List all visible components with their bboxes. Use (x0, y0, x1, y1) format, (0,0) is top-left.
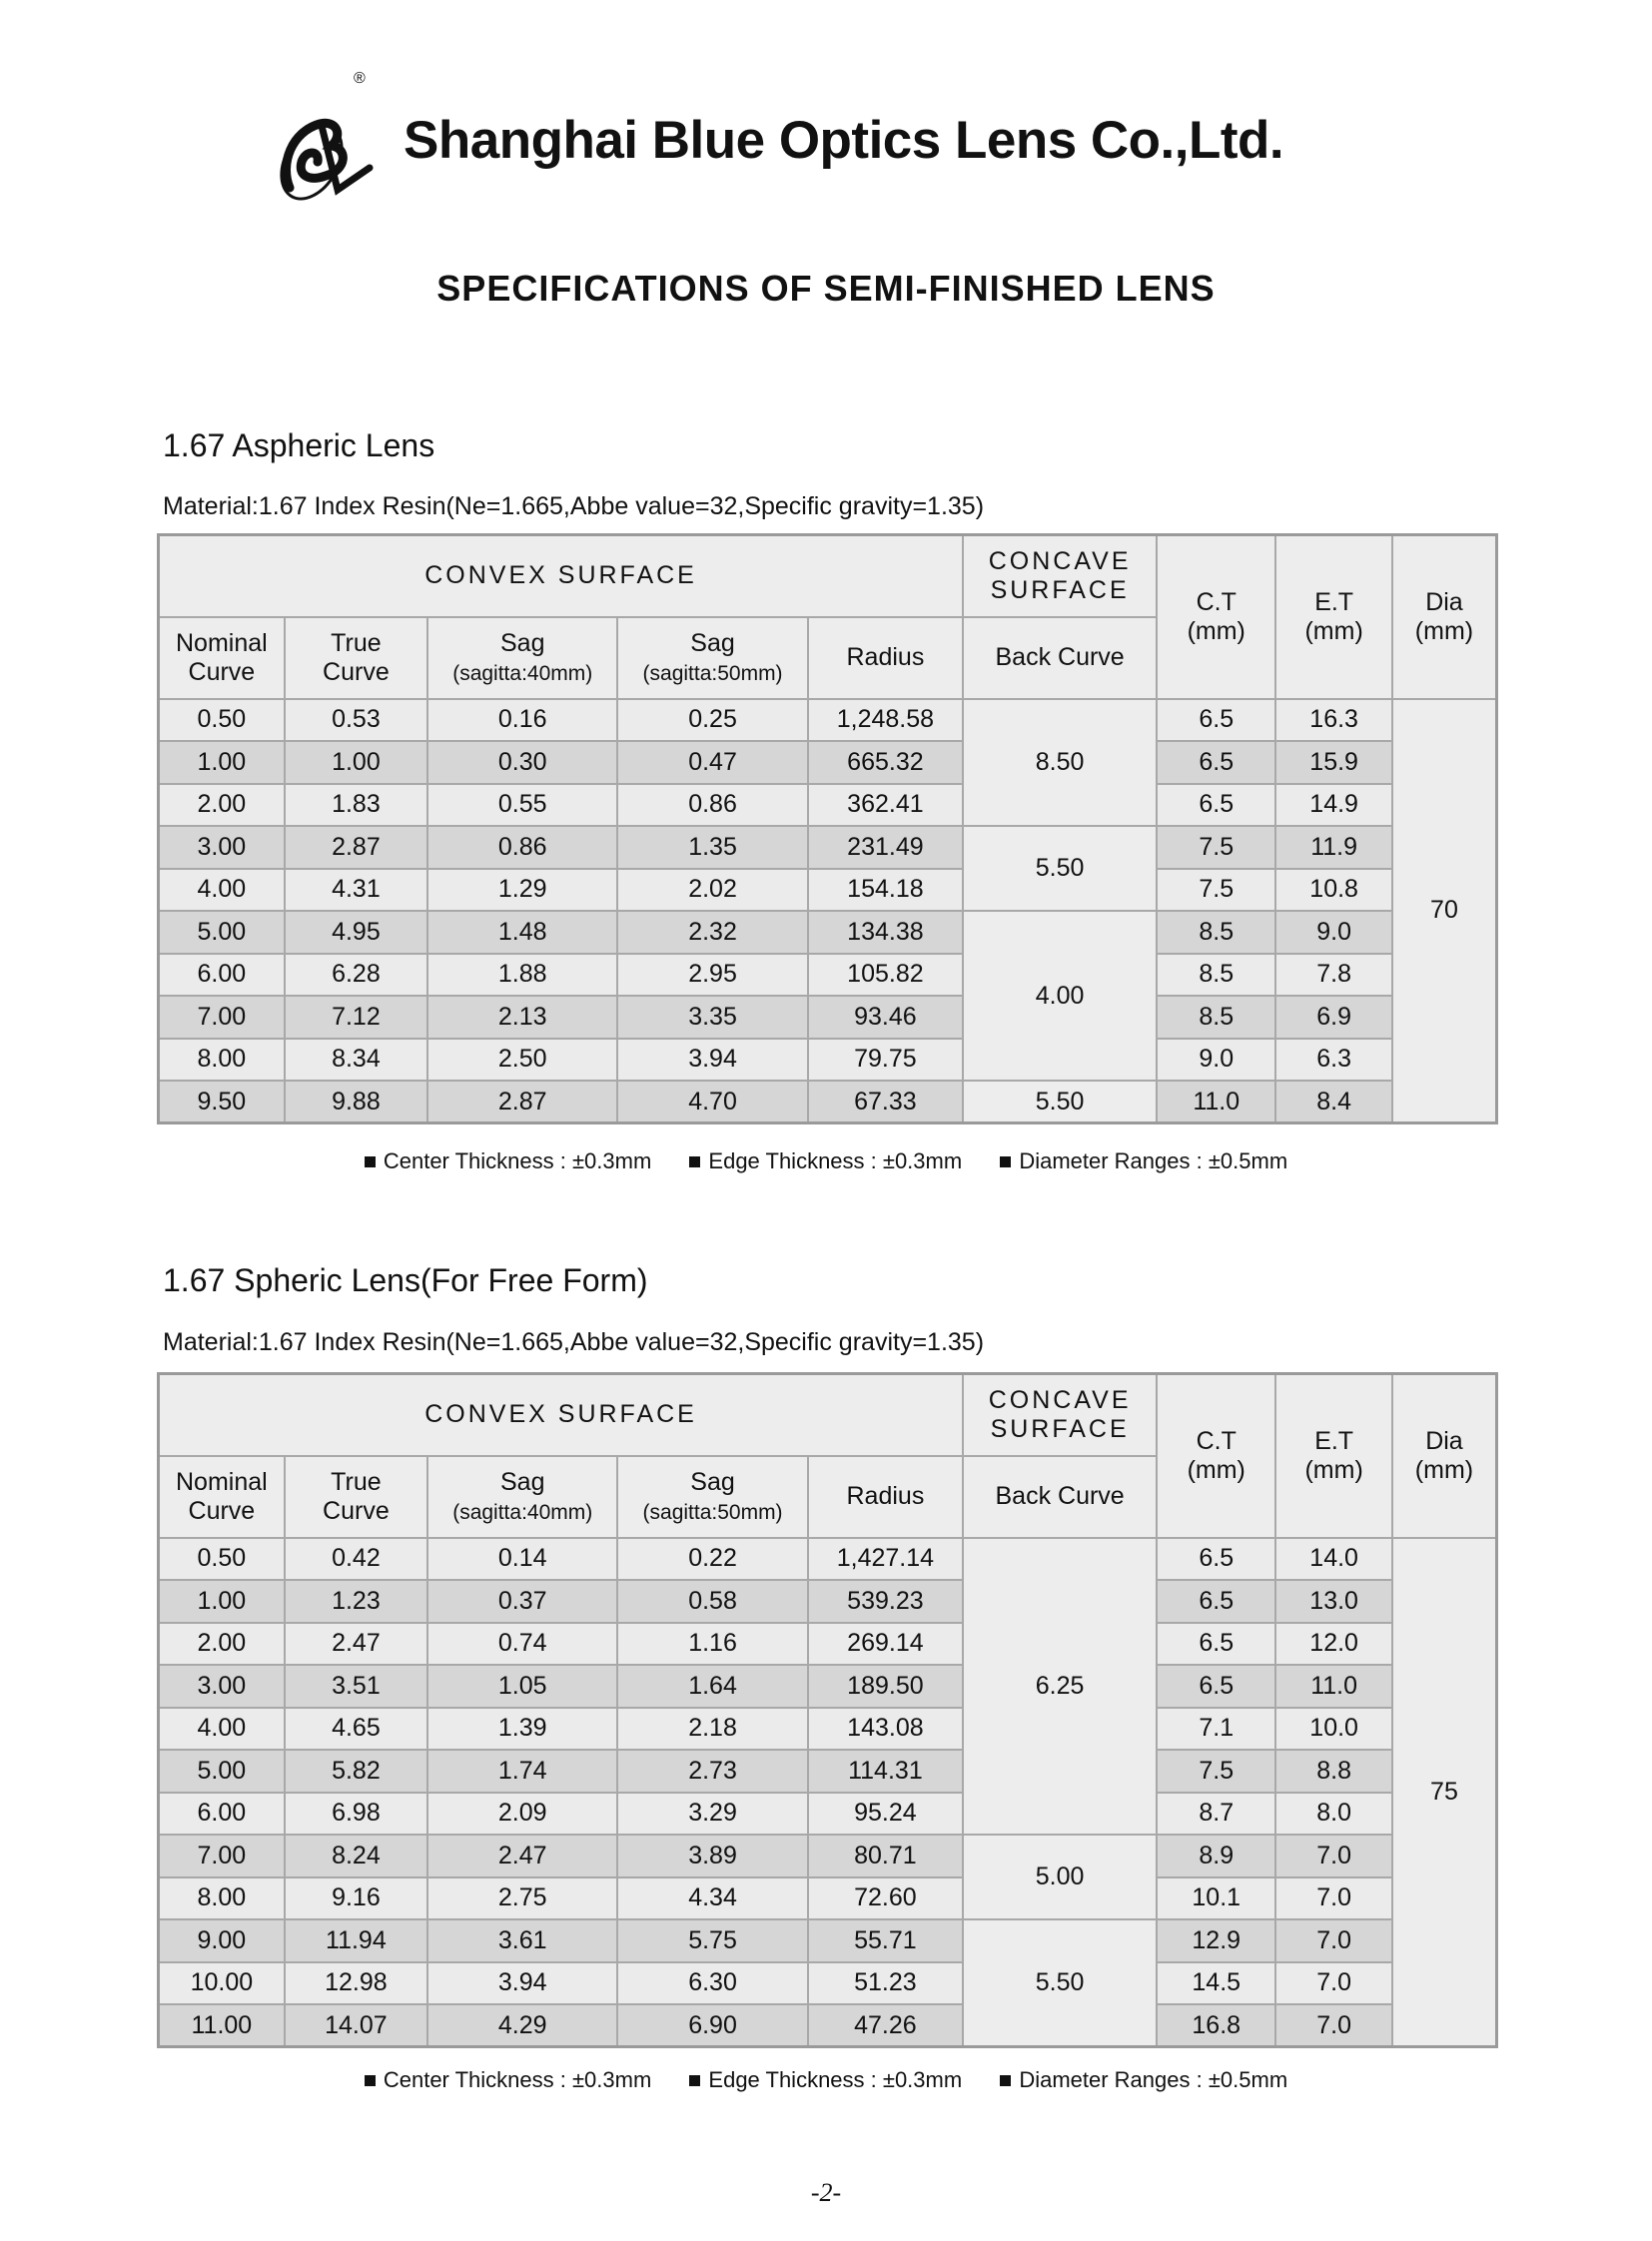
back-curve-cell: 5.50 (963, 1081, 1157, 1123)
back-curve-cell: 6.25 (963, 1538, 1157, 1836)
nominal-curve-cell: 7.00 (159, 996, 285, 1039)
nominal-curve-header (159, 1456, 285, 1538)
bullet-square-icon (689, 2075, 700, 2086)
center-thickness-cell: 12.9 (1157, 1919, 1275, 1962)
true-curve-cell: 1.83 (285, 784, 427, 827)
center-thickness-cell: 16.8 (1157, 2004, 1275, 2047)
sag-40-cell: 1.88 (427, 954, 617, 997)
nominal-curve-cell: 2.00 (159, 1623, 285, 1666)
sag-50-cell: 6.90 (617, 2004, 807, 2047)
nominal-curve-cell: 10.00 (159, 1962, 285, 2005)
nominal-curve-cell: 1.00 (159, 1580, 285, 1623)
true-curve-cell: 7.12 (285, 996, 427, 1039)
table-row (159, 1623, 1497, 1666)
radius-cell: 79.75 (808, 1039, 963, 1082)
center-thickness-cell: 6.5 (1157, 1623, 1275, 1666)
concave-label-line2: SURFACE (990, 1414, 1130, 1443)
ct-header (1157, 1374, 1275, 1538)
concave-surface-header (963, 535, 1157, 617)
table-row (159, 1538, 1497, 1581)
back-curve-cell: 8.50 (963, 699, 1157, 827)
center-thickness-cell: 14.5 (1157, 1962, 1275, 2005)
convex-surface-header (159, 535, 964, 617)
true-curve-cell: 9.16 (285, 1877, 427, 1920)
nominal-curve-cell: 1.00 (159, 741, 285, 784)
table-row (159, 1665, 1497, 1708)
header-row-1 (159, 1374, 1497, 1456)
edge-thickness-cell: 7.0 (1275, 1919, 1392, 1962)
bullet-square-icon (1000, 2075, 1011, 2086)
sag-50-cell: 2.95 (617, 954, 807, 997)
center-thickness-cell: 10.1 (1157, 1877, 1275, 1920)
sag-50-cell: 4.34 (617, 1877, 807, 1920)
radius-label: Radius (846, 643, 925, 672)
true-curve-header (285, 1456, 427, 1538)
sag-50-cell: 4.70 (617, 1081, 807, 1123)
sag-40-cell: 2.47 (427, 1835, 617, 1877)
back-curve-label: Back Curve (995, 643, 1125, 672)
sag-40-cell: 0.30 (427, 741, 617, 784)
table-row (159, 1919, 1497, 1962)
edge-thickness-cell: 7.0 (1275, 1962, 1392, 2005)
sag40-header (427, 1456, 617, 1538)
radius-cell: 55.71 (808, 1919, 963, 1962)
radius-cell: 51.23 (808, 1962, 963, 2005)
radius-cell: 95.24 (808, 1793, 963, 1836)
table-row (159, 2004, 1497, 2047)
edge-thickness-cell: 6.9 (1275, 996, 1392, 1039)
sag-50-cell: 1.35 (617, 826, 807, 869)
center-thickness-cell: 8.7 (1157, 1793, 1275, 1836)
concave-surface-header (963, 1374, 1157, 1456)
et-header (1275, 535, 1392, 699)
concave-label-line1: CONCAVE (988, 547, 1132, 575)
page-number: -2- (810, 2178, 842, 2207)
true-curve-cell: 11.94 (285, 1919, 427, 1962)
bullet-square-icon (365, 1156, 376, 1167)
spec-table-spheric (157, 1372, 1498, 2048)
nominal-curve-label-line2: Curve (188, 1496, 256, 1525)
center-thickness-cell: 6.5 (1157, 1538, 1275, 1581)
sag-40-cell: 1.39 (427, 1708, 617, 1751)
sag-50-cell: 0.58 (617, 1580, 807, 1623)
radius-cell: 189.50 (808, 1665, 963, 1708)
nominal-curve-cell: 4.00 (159, 869, 285, 912)
table-row (159, 911, 1497, 954)
sag50-header (617, 1456, 807, 1538)
note-center-thickness: Center Thickness : ±0.3mm (365, 1148, 651, 1174)
sag-40-cell: 3.94 (427, 1962, 617, 2005)
bullet-square-icon (365, 2075, 376, 2086)
sag-40-cell: 4.29 (427, 2004, 617, 2047)
edge-thickness-cell: 11.9 (1275, 826, 1392, 869)
dia-label-line2: (mm) (1414, 616, 1474, 645)
table-row (159, 1039, 1497, 1082)
edge-thickness-cell: 12.0 (1275, 1623, 1392, 1666)
dia-label-line1: Dia (1425, 1427, 1463, 1455)
table-row (159, 784, 1497, 827)
sag-50-cell: 3.89 (617, 1835, 807, 1877)
section-title-spheric: 1.67 Spheric Lens(For Free Form) (163, 1262, 648, 1298)
nominal-curve-cell: 0.50 (159, 1538, 285, 1581)
sag-40-cell: 2.87 (427, 1081, 617, 1123)
note-diameter-range: Diameter Ranges : ±0.5mm (1000, 2067, 1287, 2093)
table-row (159, 1877, 1497, 1920)
sag-50-cell: 2.32 (617, 911, 807, 954)
ct-label-line2: (mm) (1187, 616, 1245, 645)
true-curve-cell: 8.34 (285, 1039, 427, 1082)
true-curve-cell: 4.95 (285, 911, 427, 954)
sag-40-cell: 2.50 (427, 1039, 617, 1082)
sag-50-cell: 0.47 (617, 741, 807, 784)
table-row (159, 1708, 1497, 1751)
true-curve-cell: 4.31 (285, 869, 427, 912)
company-header (262, 70, 1390, 204)
nominal-curve-cell: 8.00 (159, 1039, 285, 1082)
center-thickness-cell: 9.0 (1157, 1039, 1275, 1082)
true-curve-cell: 9.88 (285, 1081, 427, 1123)
note-edge-thickness: Edge Thickness : ±0.3mm (689, 2067, 962, 2093)
nominal-curve-cell: 8.00 (159, 1877, 285, 1920)
radius-cell: 72.60 (808, 1877, 963, 1920)
sag-50-cell: 3.94 (617, 1039, 807, 1082)
sag-50-cell: 3.35 (617, 996, 807, 1039)
sag-40-cell: 0.55 (427, 784, 617, 827)
edge-thickness-cell: 7.8 (1275, 954, 1392, 997)
center-thickness-cell: 7.5 (1157, 869, 1275, 912)
section-title-aspheric: 1.67 Aspheric Lens (163, 427, 435, 463)
header-row-1 (159, 535, 1497, 617)
nominal-curve-cell: 3.00 (159, 826, 285, 869)
radius-cell: 105.82 (808, 954, 963, 997)
edge-thickness-cell: 7.0 (1275, 2004, 1392, 2047)
true-curve-cell: 0.53 (285, 699, 427, 742)
sag-50-cell: 2.02 (617, 869, 807, 912)
edge-thickness-cell: 10.0 (1275, 1708, 1392, 1751)
convex-surface-label: CONVEX SURFACE (424, 561, 697, 590)
material-aspheric: Material:1.67 Index Resin(Ne=1.665,Abbe value=32,Specific gravity=1.35) (163, 492, 985, 520)
back-curve-cell: 5.50 (963, 826, 1157, 911)
true-curve-cell: 0.42 (285, 1538, 427, 1581)
radius-cell: 665.32 (808, 741, 963, 784)
sag40-sagitta-label: (sagitta:40mm) (452, 1500, 593, 1524)
nominal-curve-cell: 5.00 (159, 1750, 285, 1793)
et-label-line2: (mm) (1304, 616, 1363, 645)
sag-40-cell: 1.29 (427, 869, 617, 912)
company-logo-icon (262, 104, 374, 204)
true-curve-header (285, 617, 427, 699)
sag40-sagitta-label: (sagitta:40mm) (452, 661, 593, 685)
edge-thickness-cell: 14.0 (1275, 1538, 1392, 1581)
nominal-curve-cell: 6.00 (159, 954, 285, 997)
ct-label-line1: C.T (1196, 1427, 1237, 1455)
back-curve-cell: 5.00 (963, 1835, 1157, 1919)
sag-40-cell: 2.09 (427, 1793, 617, 1836)
edge-thickness-cell: 7.0 (1275, 1877, 1392, 1920)
nominal-curve-cell: 5.00 (159, 911, 285, 954)
table-row (159, 1081, 1497, 1123)
edge-thickness-cell: 15.9 (1275, 741, 1392, 784)
sag-50-cell: 2.18 (617, 1708, 807, 1751)
radius-cell: 269.14 (808, 1623, 963, 1666)
sag-50-cell: 0.25 (617, 699, 807, 742)
sag50-header (617, 617, 807, 699)
sag-40-cell: 0.16 (427, 699, 617, 742)
true-curve-cell: 6.28 (285, 954, 427, 997)
sag-50-cell: 0.86 (617, 784, 807, 827)
back-curve-cell: 4.00 (963, 911, 1157, 1081)
true-curve-cell: 1.00 (285, 741, 427, 784)
sag40-label: Sag (499, 1467, 545, 1496)
center-thickness-cell: 8.9 (1157, 1835, 1275, 1877)
center-thickness-cell: 8.5 (1157, 954, 1275, 997)
sag-40-cell: 1.48 (427, 911, 617, 954)
table-row (159, 1750, 1497, 1793)
table-row (159, 1835, 1497, 1877)
concave-label-line1: CONCAVE (988, 1386, 1132, 1414)
edge-thickness-cell: 11.0 (1275, 1665, 1392, 1708)
center-thickness-cell: 7.5 (1157, 826, 1275, 869)
sag50-sagitta-label: (sagitta:50mm) (642, 661, 783, 685)
convex-surface-label: CONVEX SURFACE (424, 1400, 697, 1429)
true-curve-cell: 6.98 (285, 1793, 427, 1836)
bullet-square-icon (689, 1156, 700, 1167)
true-curve-label-line1: True (331, 628, 382, 657)
table-row (159, 741, 1497, 784)
sag-50-cell: 1.16 (617, 1623, 807, 1666)
radius-cell: 143.08 (808, 1708, 963, 1751)
nominal-curve-label-line1: Nominal (176, 1467, 268, 1496)
dia-label-line1: Dia (1425, 588, 1463, 616)
center-thickness-cell: 6.5 (1157, 784, 1275, 827)
sag-40-cell: 0.37 (427, 1580, 617, 1623)
radius-cell: 231.49 (808, 826, 963, 869)
sag-40-cell: 3.61 (427, 1919, 617, 1962)
radius-cell: 154.18 (808, 869, 963, 912)
nominal-curve-label-line1: Nominal (176, 628, 268, 657)
document-title: SPECIFICATIONS OF SEMI-FINISHED LENS (436, 268, 1216, 309)
tolerance-notes-aspheric (0, 1148, 1652, 1174)
ct-label-line1: C.T (1196, 588, 1237, 616)
nominal-curve-header (159, 617, 285, 699)
bullet-square-icon (1000, 1156, 1011, 1167)
table-row (159, 1580, 1497, 1623)
table-row (159, 996, 1497, 1039)
nominal-curve-label-line2: Curve (188, 657, 256, 686)
radius-cell: 114.31 (808, 1750, 963, 1793)
nominal-curve-cell: 11.00 (159, 2004, 285, 2047)
nominal-curve-cell: 7.00 (159, 1835, 285, 1877)
table-row (159, 699, 1497, 742)
sag40-header (427, 617, 617, 699)
true-curve-label-line2: Curve (323, 657, 390, 686)
radius-header (808, 617, 963, 699)
center-thickness-cell: 8.5 (1157, 996, 1275, 1039)
table-row (159, 1962, 1497, 2005)
center-thickness-cell: 8.5 (1157, 911, 1275, 954)
sag50-label: Sag (690, 1467, 735, 1496)
sag40-label: Sag (499, 628, 545, 657)
spec-table-aspheric (157, 533, 1498, 1124)
nominal-curve-cell: 9.00 (159, 1919, 285, 1962)
table-row (159, 1793, 1497, 1836)
radius-cell: 362.41 (808, 784, 963, 827)
true-curve-cell: 12.98 (285, 1962, 427, 2005)
radius-cell: 47.26 (808, 2004, 963, 2047)
edge-thickness-cell: 16.3 (1275, 699, 1392, 742)
dia-label-line2: (mm) (1414, 1455, 1474, 1484)
radius-cell: 67.33 (808, 1081, 963, 1123)
true-curve-cell: 1.23 (285, 1580, 427, 1623)
concave-label-line2: SURFACE (990, 575, 1130, 604)
sag-40-cell: 1.74 (427, 1750, 617, 1793)
edge-thickness-cell: 8.8 (1275, 1750, 1392, 1793)
true-curve-cell: 2.87 (285, 826, 427, 869)
back-curve-cell: 5.50 (963, 1919, 1157, 2047)
back-curve-header (963, 1456, 1157, 1538)
et-label-line2: (mm) (1304, 1455, 1363, 1484)
edge-thickness-cell: 10.8 (1275, 869, 1392, 912)
note-edge-thickness: Edge Thickness : ±0.3mm (689, 1148, 962, 1174)
center-thickness-cell: 6.5 (1157, 1580, 1275, 1623)
back-curve-header (963, 617, 1157, 699)
sag-40-cell: 0.74 (427, 1623, 617, 1666)
center-thickness-cell: 7.1 (1157, 1708, 1275, 1751)
sag-40-cell: 0.14 (427, 1538, 617, 1581)
nominal-curve-cell: 4.00 (159, 1708, 285, 1751)
nominal-curve-cell: 9.50 (159, 1081, 285, 1123)
sag-40-cell: 2.75 (427, 1877, 617, 1920)
true-curve-label-line2: Curve (323, 1496, 390, 1525)
diameter-cell: 70 (1392, 699, 1497, 1123)
nominal-curve-cell: 0.50 (159, 699, 285, 742)
nominal-curve-cell: 3.00 (159, 1665, 285, 1708)
sag-50-cell: 3.29 (617, 1793, 807, 1836)
center-thickness-cell: 7.5 (1157, 1750, 1275, 1793)
true-curve-cell: 2.47 (285, 1623, 427, 1666)
registered-mark: ® (354, 70, 366, 87)
true-curve-cell: 8.24 (285, 1835, 427, 1877)
edge-thickness-cell: 14.9 (1275, 784, 1392, 827)
true-curve-cell: 3.51 (285, 1665, 427, 1708)
true-curve-cell: 4.65 (285, 1708, 427, 1751)
radius-cell: 93.46 (808, 996, 963, 1039)
edge-thickness-cell: 13.0 (1275, 1580, 1392, 1623)
center-thickness-cell: 6.5 (1157, 741, 1275, 784)
radius-cell: 80.71 (808, 1835, 963, 1877)
table-row (159, 826, 1497, 869)
edge-thickness-cell: 6.3 (1275, 1039, 1392, 1082)
table-row (159, 954, 1497, 997)
true-curve-cell: 5.82 (285, 1750, 427, 1793)
sag-50-cell: 0.22 (617, 1538, 807, 1581)
et-header (1275, 1374, 1392, 1538)
nominal-curve-cell: 2.00 (159, 784, 285, 827)
sag-50-cell: 6.30 (617, 1962, 807, 2005)
radius-cell: 1,427.14 (808, 1538, 963, 1581)
nominal-curve-cell: 6.00 (159, 1793, 285, 1836)
sag50-sagitta-label: (sagitta:50mm) (642, 1500, 783, 1524)
diameter-cell: 75 (1392, 1538, 1497, 2047)
center-thickness-cell: 11.0 (1157, 1081, 1275, 1123)
true-curve-cell: 14.07 (285, 2004, 427, 2047)
company-name: Shanghai Blue Optics Lens Co.,Ltd. (404, 111, 1284, 170)
edge-thickness-cell: 8.4 (1275, 1081, 1392, 1123)
edge-thickness-cell: 7.0 (1275, 1835, 1392, 1877)
ct-label-line2: (mm) (1187, 1455, 1245, 1484)
ct-header (1157, 535, 1275, 699)
true-curve-label-line1: True (331, 1467, 382, 1496)
sag-40-cell: 2.13 (427, 996, 617, 1039)
convex-surface-header (159, 1374, 964, 1456)
sag-40-cell: 0.86 (427, 826, 617, 869)
radius-header (808, 1456, 963, 1538)
sag-40-cell: 1.05 (427, 1665, 617, 1708)
tolerance-notes-spheric (0, 2067, 1652, 2093)
material-spheric: Material:1.67 Index Resin(Ne=1.665,Abbe value=32,Specific gravity=1.35) (163, 1328, 985, 1356)
back-curve-label: Back Curve (995, 1482, 1125, 1511)
et-label-line1: E.T (1314, 588, 1354, 616)
sag-50-cell: 1.64 (617, 1665, 807, 1708)
radius-label: Radius (846, 1482, 925, 1511)
center-thickness-cell: 6.5 (1157, 699, 1275, 742)
dia-header (1392, 535, 1497, 699)
radius-cell: 134.38 (808, 911, 963, 954)
sag50-label: Sag (690, 628, 735, 657)
et-label-line1: E.T (1314, 1427, 1354, 1455)
note-center-thickness: Center Thickness : ±0.3mm (365, 2067, 651, 2093)
note-diameter-range: Diameter Ranges : ±0.5mm (1000, 1148, 1287, 1174)
sag-50-cell: 2.73 (617, 1750, 807, 1793)
radius-cell: 1,248.58 (808, 699, 963, 742)
table-row (159, 869, 1497, 912)
dia-header (1392, 1374, 1497, 1538)
sag-50-cell: 5.75 (617, 1919, 807, 1962)
edge-thickness-cell: 8.0 (1275, 1793, 1392, 1836)
center-thickness-cell: 6.5 (1157, 1665, 1275, 1708)
edge-thickness-cell: 9.0 (1275, 911, 1392, 954)
radius-cell: 539.23 (808, 1580, 963, 1623)
